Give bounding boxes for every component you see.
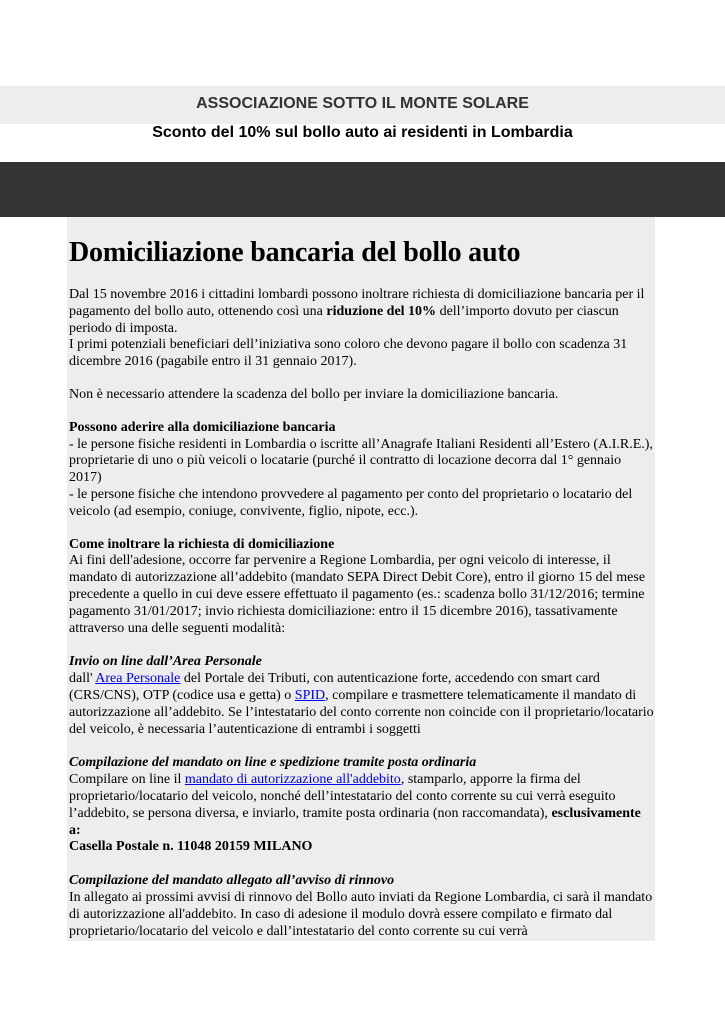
intro-highlight: riduzione del 10% — [326, 303, 437, 319]
article-title: Domiciliazione bancaria del bollo auto — [69, 237, 521, 268]
renewal-heading: Compilazione del mandato allegato all’avviso di rinnovo — [69, 873, 395, 889]
renewal-paragraph: In allegato ai prossimi avvisi di rinnovo del Bollo auto inviati da Regione Lombardia, ci sarà il mandato di autorizzazione all'addebito. In caso di adesione il modulo dovrà essere compilato e firmato dal proprietario/locatario del veicolo e dall’intestatario del conto corrente su cui verrà — [69, 889, 653, 939]
mail-text-2: , stamparlo, apporre la firma del proprietario/locatario del veicolo, nonché dell’intestatario del conto corrente su cui verrà eseguito l’addebito, se persona diversa, e inviarlo, tramite posta ordinaria (non raccomandata), — [69, 772, 616, 821]
mail-heading: Compilazione del mandato on line e spedizione tramite posta ordinaria — [69, 755, 477, 771]
navigation-bar — [0, 162, 725, 217]
online-paragraph — [69, 671, 655, 738]
how-heading-text: Come inoltrare la richiesta di domiciliazione — [69, 536, 335, 552]
mail-exclusive: esclusivamente a: — [69, 805, 641, 838]
intro-text-end: dell’importo dovuto per ciascun periodo di imposta. — [69, 303, 619, 336]
postal-address — [69, 839, 655, 856]
organization-name: ASSOCIAZIONE SOTTO IL MONTE SOLARE — [196, 95, 529, 112]
intro-text: Dal 15 novembre 2016 i cittadini lombardi possono inoltrare richiesta di domiciliazione bancaria per il pagamento del bollo auto, ottenendo così una — [69, 287, 645, 319]
beneficiaries-paragraph: I primi potenziali beneficiari dell’iniziativa sono coloro che devono pagare il bollo con scadenza 31 dicembre 2016 (pagabile entro il 31 gennaio 2017). — [69, 337, 628, 370]
article-content — [69, 237, 655, 940]
article-card — [67, 217, 655, 941]
how-paragraph: Ai fini dell'adesione, occorre far pervenire a Regione Lombardia, per ogni veicolo di interesse, il mandato di autorizzazione all’addebito (mandato SEPA Direct Debit Core), entro il giorno 15 del mese precedente a quello in cui deve essere effettuato il pagamento (es.: scadenza bollo 31/12/2016; termine pagamento 31/01/2017; invio richiesta domiciliazione: entro il 15 dicembre 2016), tassativamente attraverso una delle seguenti modalità: — [69, 553, 646, 636]
no-wait-paragraph: Non è necessario attendere la scadenza del bollo per inviare la domiciliazione bancaria. — [69, 386, 559, 402]
postal-address-text: Casella Postale n. 11048 20159 MILANO — [69, 839, 313, 855]
page-subtitle: Sconto del 10% sul bollo auto ai residenti in Lombardia — [152, 124, 573, 141]
intro-paragraph — [69, 287, 655, 337]
who-item-2: - le persone fisiche che intendono provvedere al pagamento per conto del proprietario o locatario del veicolo (ad esempio, coniuge, convivente, figlio, nipote, ecc.). — [69, 486, 633, 519]
online-text-1: dall' — [69, 671, 96, 687]
mail-text-1: Compilare on line il — [69, 772, 185, 788]
online-heading: Invio on line dall’Area Personale — [69, 654, 262, 670]
who-heading — [69, 420, 655, 437]
mail-paragraph — [69, 772, 655, 839]
spid-link[interactable]: SPID — [294, 687, 326, 703]
area-personale-link[interactable]: Area Personale — [95, 671, 181, 687]
online-text-2: del Portale dei Tributi, con autenticazione forte, accedendo con smart card (CRS/CNS), OTP (codice usa e getta) o — [69, 671, 600, 703]
online-text-3: , compilare e trasmettere telematicamente il mandato di autorizzazione all’addebito. Se l’intestatario del conto corrente non coincide con il proprietario/locatario del veicolo, è necessaria l’autenticazione di entrambi i soggetti — [69, 687, 654, 737]
who-heading-text: Possono aderire alla domiciliazione bancaria — [69, 419, 336, 435]
who-item-1: - le persone fisiche residenti in Lombardia o iscritte all’Anagrafe Italiani Residenti all’Estero (A.I.R.E.), proprietarie di uno o più veicoli o locatarie (purché il contratto di locazione decorra dal 1° gennaio 2017) — [69, 436, 653, 486]
how-heading — [69, 537, 655, 554]
mandate-link[interactable]: mandato di autorizzazione all'addebito — [184, 772, 401, 788]
